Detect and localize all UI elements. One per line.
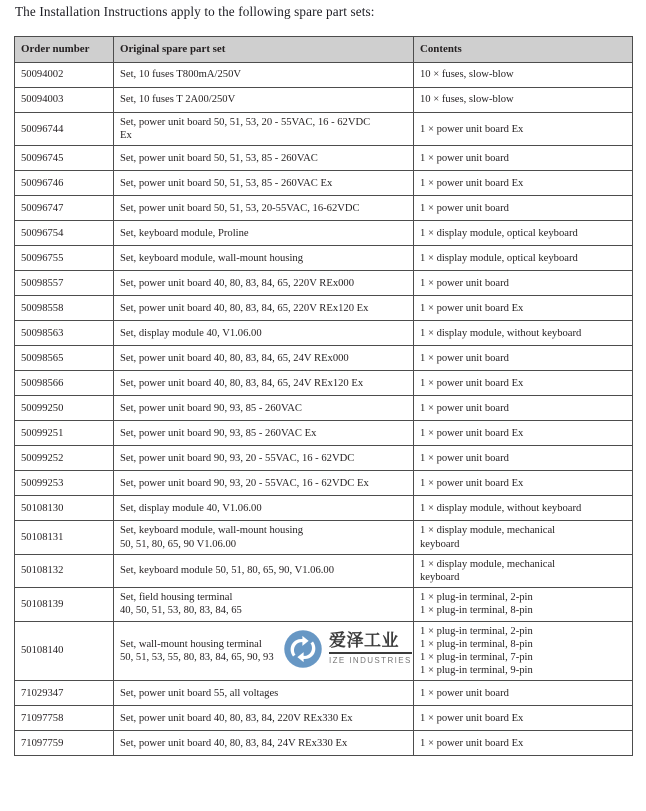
cell-order-number: 50108132 bbox=[15, 554, 114, 587]
table-row bbox=[15, 706, 633, 731]
cell-line: Set, keyboard module, wall-mount housing bbox=[120, 525, 304, 537]
cell-order-number: 50096755 bbox=[15, 246, 114, 271]
cell-spare-part-set bbox=[114, 113, 414, 146]
column-header-contents: Contents bbox=[414, 37, 633, 63]
cell-line: 40, 50, 51, 53, 80, 83, 84, 65 bbox=[120, 605, 242, 617]
cell-line: 1 × display module, without keyboard bbox=[420, 502, 582, 514]
cell-line: Set, keyboard module 50, 51, 80, 65, 90, V1.06.00 bbox=[120, 565, 335, 577]
cell-spare-part-set bbox=[114, 88, 414, 113]
cell-spare-part-set bbox=[114, 321, 414, 346]
cell-spare-part-set bbox=[114, 271, 414, 296]
cell-order-number: 50108130 bbox=[15, 496, 114, 521]
cell-order-number: 50098566 bbox=[15, 371, 114, 396]
table-row bbox=[15, 321, 633, 346]
cell-spare-part-set bbox=[114, 171, 414, 196]
cell-spare-part-set bbox=[114, 496, 414, 521]
cell-line: 1 × power unit board Ex bbox=[420, 377, 524, 389]
cell-order-number: 50098565 bbox=[15, 346, 114, 371]
table-row bbox=[15, 371, 633, 396]
table-row bbox=[15, 246, 633, 271]
cell-line: Set, power unit board 90, 93, 85 - 260VAC bbox=[120, 402, 302, 414]
cell-contents bbox=[414, 396, 633, 421]
cell-line: Set, display module 40, V1.06.00 bbox=[120, 327, 262, 339]
table-row bbox=[15, 521, 633, 554]
table-row bbox=[15, 681, 633, 706]
cell-contents bbox=[414, 63, 633, 88]
cell-line: 1 × plug-in terminal, 2-pin bbox=[420, 592, 533, 604]
table-row bbox=[15, 146, 633, 171]
cell-order-number: 50096745 bbox=[15, 146, 114, 171]
cell-line: 1 × plug-in terminal, 2-pin bbox=[420, 625, 533, 637]
cell-line: Set, power unit board 40, 80, 83, 84, 65, 220V REx120 Ex bbox=[120, 302, 369, 314]
cell-line: 1 × power unit board Ex bbox=[420, 712, 524, 724]
cell-order-number: 50098563 bbox=[15, 321, 114, 346]
cell-contents bbox=[414, 621, 633, 681]
cell-contents bbox=[414, 346, 633, 371]
cell-line: 1 × power unit board Ex bbox=[420, 477, 524, 489]
table-row bbox=[15, 88, 633, 113]
cell-line: 10 × fuses, slow-blow bbox=[420, 69, 514, 81]
cell-line: 1 × display module, optical keyboard bbox=[420, 252, 578, 264]
cell-line: Set, wall-mount housing terminal bbox=[120, 638, 262, 650]
cell-contents bbox=[414, 554, 633, 587]
table-row bbox=[15, 221, 633, 246]
cell-order-number: 50108139 bbox=[15, 588, 114, 621]
cell-spare-part-set bbox=[114, 296, 414, 321]
cell-order-number: 50094003 bbox=[15, 88, 114, 113]
cell-spare-part-set bbox=[114, 196, 414, 221]
cell-line: 10 × fuses, slow-blow bbox=[420, 94, 514, 106]
cell-line: 1 × display module, mechanical bbox=[420, 525, 556, 537]
cell-line: Set, power unit board 50, 51, 53, 20-55VAC, 16-62VDC bbox=[120, 202, 360, 214]
cell-line: 50, 51, 53, 55, 80, 83, 84, 65, 90, 93 bbox=[120, 652, 274, 664]
cell-line: Set, 10 fuses T 2A00/250V bbox=[120, 94, 236, 106]
cell-line: 1 × plug-in terminal, 7-pin bbox=[420, 652, 533, 664]
table-row bbox=[15, 471, 633, 496]
cell-contents bbox=[414, 146, 633, 171]
cell-order-number: 50099253 bbox=[15, 471, 114, 496]
cell-line: 1 × power unit board Ex bbox=[420, 302, 524, 314]
cell-line: Set, keyboard module, wall-mount housing bbox=[120, 252, 304, 264]
cell-contents bbox=[414, 221, 633, 246]
table-row bbox=[15, 196, 633, 221]
cell-line: 1 × power unit board bbox=[420, 402, 509, 414]
cell-contents bbox=[414, 88, 633, 113]
cell-line: 1 × power unit board bbox=[420, 452, 509, 464]
cell-spare-part-set bbox=[114, 346, 414, 371]
cell-contents bbox=[414, 446, 633, 471]
cell-order-number: 50096744 bbox=[15, 113, 114, 146]
table-row bbox=[15, 113, 633, 146]
cell-line: 1 × power unit board Ex bbox=[420, 123, 524, 135]
table-row bbox=[15, 621, 633, 681]
cell-spare-part-set bbox=[114, 146, 414, 171]
cell-order-number: 71097758 bbox=[15, 706, 114, 731]
cell-order-number: 50099251 bbox=[15, 421, 114, 446]
cell-contents bbox=[414, 706, 633, 731]
cell-line: Ex bbox=[120, 130, 132, 142]
cell-line: keyboard bbox=[420, 572, 460, 584]
cell-contents bbox=[414, 171, 633, 196]
cell-order-number: 50098558 bbox=[15, 296, 114, 321]
table-row bbox=[15, 421, 633, 446]
cell-spare-part-set bbox=[114, 588, 414, 621]
cell-line: 1 × power unit board bbox=[420, 352, 509, 364]
cell-spare-part-set bbox=[114, 371, 414, 396]
cell-spare-part-set bbox=[114, 246, 414, 271]
cell-line: Set, keyboard module, Proline bbox=[120, 227, 249, 239]
cell-spare-part-set bbox=[114, 681, 414, 706]
table-row bbox=[15, 496, 633, 521]
cell-line: Set, power unit board 40, 80, 83, 84, 65, 24V REx120 Ex bbox=[120, 377, 364, 389]
cell-line: Set, power unit board 40, 80, 83, 84, 220V REx330 Ex bbox=[120, 712, 353, 724]
cell-contents bbox=[414, 321, 633, 346]
cell-line: 1 × power unit board Ex bbox=[420, 427, 524, 439]
cell-line: Set, power unit board 40, 80, 83, 84, 65, 24V REx000 bbox=[120, 352, 349, 364]
watermark-english-name: IZE INDUSTRIES bbox=[329, 656, 412, 665]
table-row bbox=[15, 171, 633, 196]
cell-spare-part-set bbox=[114, 521, 414, 554]
cell-contents bbox=[414, 731, 633, 756]
table-row bbox=[15, 588, 633, 621]
intro-paragraph: The Installation Instructions apply to the following spare part sets: bbox=[15, 4, 375, 19]
cell-line: 1 × power unit board bbox=[420, 277, 509, 289]
table-row bbox=[15, 346, 633, 371]
table-row bbox=[15, 446, 633, 471]
cell-contents bbox=[414, 371, 633, 396]
cell-spare-part-set bbox=[114, 396, 414, 421]
cell-contents bbox=[414, 471, 633, 496]
cell-spare-part-set bbox=[114, 421, 414, 446]
table-row bbox=[15, 396, 633, 421]
cell-spare-part-set bbox=[114, 446, 414, 471]
cell-contents bbox=[414, 246, 633, 271]
cell-line: Set, power unit board 90, 93, 20 - 55VAC, 16 - 62VDC Ex bbox=[120, 477, 369, 489]
spare-parts-table-container bbox=[14, 36, 632, 756]
cell-line: Set, power unit board 40, 80, 83, 84, 65, 220V REx000 bbox=[120, 277, 355, 289]
cell-contents bbox=[414, 421, 633, 446]
cell-line: Set, 10 fuses T800mA/250V bbox=[120, 69, 242, 81]
cell-order-number: 50094002 bbox=[15, 63, 114, 88]
cell-contents bbox=[414, 296, 633, 321]
cell-line: 1 × display module, mechanical bbox=[420, 558, 556, 570]
cell-line: 1 × power unit board bbox=[420, 687, 509, 699]
cell-order-number: 71097759 bbox=[15, 731, 114, 756]
cell-spare-part-set bbox=[114, 731, 414, 756]
cell-line: 1 × display module, without keyboard bbox=[420, 327, 582, 339]
table-row bbox=[15, 63, 633, 88]
cell-line: Set, power unit board 40, 80, 83, 84, 24V REx330 Ex bbox=[120, 737, 348, 749]
table-row bbox=[15, 296, 633, 321]
watermark-chinese-name: 爱泽工业 bbox=[329, 633, 412, 654]
table-row bbox=[15, 554, 633, 587]
cell-line: Set, power unit board 50, 51, 53, 20 - 55VAC, 16 - 62VDC bbox=[120, 117, 371, 128]
cell-contents bbox=[414, 271, 633, 296]
cell-order-number: 50099252 bbox=[15, 446, 114, 471]
cell-line: Set, power unit board 90, 93, 20 - 55VAC, 16 - 62VDC bbox=[120, 452, 355, 464]
spare-parts-table bbox=[14, 36, 633, 756]
cell-line: 50, 51, 80, 65, 90 V1.06.00 bbox=[120, 538, 237, 550]
column-header-spare-part-set: Original spare part set bbox=[114, 37, 414, 63]
table-row bbox=[15, 271, 633, 296]
cell-line: 1 × power unit board bbox=[420, 152, 509, 164]
cell-order-number: 50096747 bbox=[15, 196, 114, 221]
cell-spare-part-set bbox=[114, 471, 414, 496]
cell-line: keyboard bbox=[420, 538, 460, 550]
cell-order-number: 50108140 bbox=[15, 621, 114, 681]
cell-order-number: 50098557 bbox=[15, 271, 114, 296]
table-row bbox=[15, 731, 633, 756]
cell-line: Set, power unit board 50, 51, 53, 85 - 260VAC Ex bbox=[120, 177, 333, 189]
cell-contents bbox=[414, 588, 633, 621]
cell-line: 1 × display module, optical keyboard bbox=[420, 227, 578, 239]
cell-contents bbox=[414, 196, 633, 221]
table-header-row bbox=[15, 37, 633, 63]
column-header-order-number: Order number bbox=[15, 37, 114, 63]
cell-line: 1 × plug-in terminal, 8-pin bbox=[420, 605, 533, 617]
cell-order-number: 50096746 bbox=[15, 171, 114, 196]
cell-spare-part-set bbox=[114, 63, 414, 88]
cell-spare-part-set bbox=[114, 621, 414, 681]
cell-line: 1 × power unit board Ex bbox=[420, 737, 524, 749]
cell-contents bbox=[414, 496, 633, 521]
table-header bbox=[15, 37, 633, 63]
cell-contents bbox=[414, 113, 633, 146]
cell-line: Set, power unit board 55, all voltages bbox=[120, 687, 279, 699]
cell-order-number: 71029347 bbox=[15, 681, 114, 706]
cell-spare-part-set bbox=[114, 706, 414, 731]
cell-line: 1 × power unit board bbox=[420, 202, 509, 214]
cell-contents bbox=[414, 521, 633, 554]
cell-line: Set, power unit board 50, 51, 53, 85 - 260VAC bbox=[120, 152, 318, 164]
cell-line: Set, power unit board 90, 93, 85 - 260VAC Ex bbox=[120, 427, 317, 439]
cell-line: 1 × power unit board Ex bbox=[420, 177, 524, 189]
cell-spare-part-set bbox=[114, 554, 414, 587]
cell-line: Set, field housing terminal bbox=[120, 592, 233, 604]
table-body bbox=[15, 63, 633, 756]
cell-line: 1 × plug-in terminal, 9-pin bbox=[420, 665, 533, 677]
cell-spare-part-set bbox=[114, 221, 414, 246]
cell-order-number: 50108131 bbox=[15, 521, 114, 554]
cell-contents bbox=[414, 681, 633, 706]
cell-line: Set, display module 40, V1.06.00 bbox=[120, 502, 262, 514]
cell-line: 1 × plug-in terminal, 8-pin bbox=[420, 638, 533, 650]
cell-order-number: 50099250 bbox=[15, 396, 114, 421]
cell-order-number: 50096754 bbox=[15, 221, 114, 246]
